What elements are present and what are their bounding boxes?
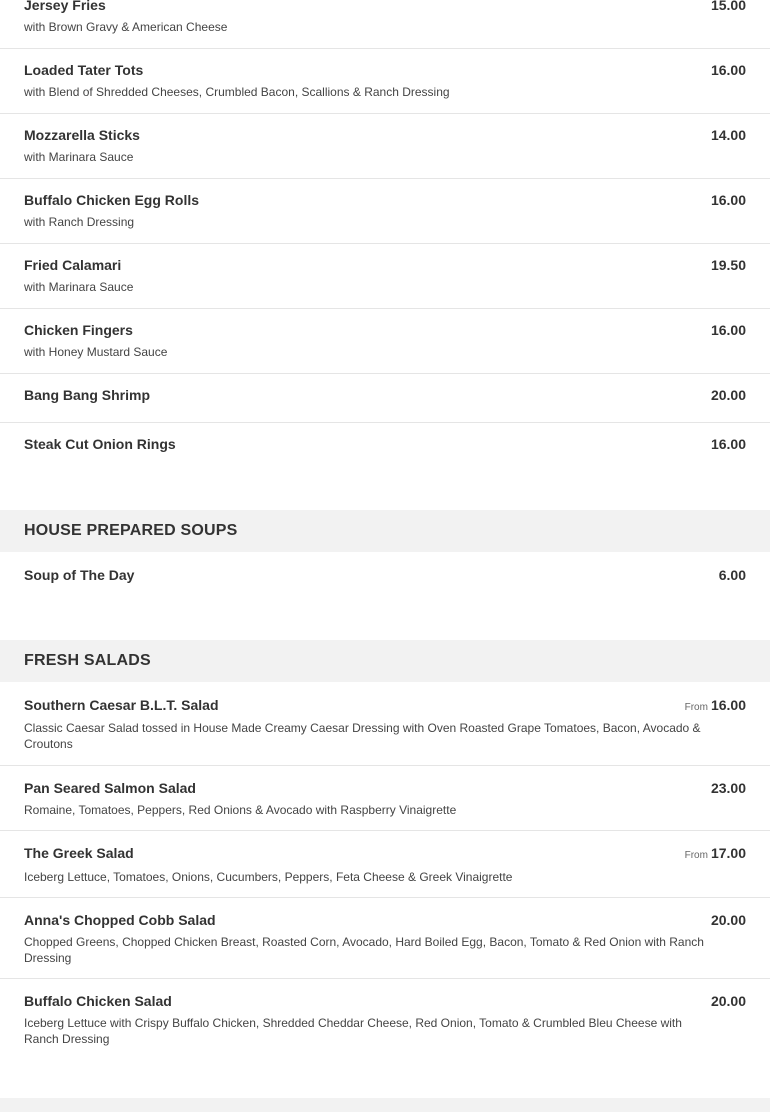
item-price: 15.00	[710, 0, 746, 13]
item-price: 16.00	[710, 697, 746, 713]
item-name: The Greek Salad	[24, 845, 134, 861]
item-name: Steak Cut Onion Rings	[24, 436, 176, 452]
item-price: 16.00	[710, 436, 746, 452]
menu-item-steak-cut-onion-rings[interactable]	[0, 423, 770, 472]
item-name: Buffalo Chicken Salad	[24, 993, 172, 1009]
item-name: Chicken Fingers	[24, 322, 133, 338]
menu-item-buffalo-chicken-egg-rolls[interactable]	[0, 179, 770, 244]
item-name: Mozzarella Sticks	[24, 127, 140, 143]
item-name: Loaded Tater Tots	[24, 62, 144, 78]
item-description: Classic Caesar Salad tossed in House Made Creamy Caesar Dressing with Oven Roasted Grape Tomatoes, Bacon, Avocado & Croutons	[24, 721, 701, 751]
item-price: 16.00	[710, 192, 746, 208]
item-price-group	[685, 845, 746, 861]
menu-item-pan-seared-salmon-salad[interactable]	[0, 766, 770, 831]
menu-item-annas-chopped-cobb-salad[interactable]	[0, 898, 770, 979]
item-name: Fried Calamari	[24, 257, 122, 273]
menu-item-the-greek-salad[interactable]	[0, 831, 770, 898]
item-description: with Marinara Sauce	[24, 150, 134, 164]
menu-item-buffalo-chicken-salad[interactable]	[0, 979, 770, 1060]
menu-item-soup-of-the-day[interactable]	[0, 552, 770, 601]
item-name: Buffalo Chicken Egg Rolls	[24, 192, 200, 208]
menu-item-fried-calamari[interactable]	[0, 244, 770, 309]
section-title: FRESH SALADS	[24, 652, 151, 669]
item-price-group	[685, 697, 746, 713]
item-name: Jersey Fries	[24, 0, 106, 13]
item-price: 23.00	[710, 780, 746, 796]
item-description: Chopped Greens, Chopped Chicken Breast, Roasted Corn, Avocado, Hard Boiled Egg, Bacon, Tomato & Red Onion with Ranch Dressing	[24, 935, 704, 965]
price-from-label: From	[684, 850, 708, 861]
section-header-next	[0, 1098, 770, 1112]
item-description: with Blend of Shredded Cheeses, Crumbled Bacon, Scallions & Ranch Dressing	[24, 85, 450, 99]
menu-item-jersey-fries[interactable]	[0, 0, 770, 49]
item-description: with Brown Gravy & American Cheese	[24, 20, 228, 34]
menu-item-mozzarella-sticks[interactable]	[0, 114, 770, 179]
item-name: Soup of The Day	[24, 567, 135, 583]
item-description: Iceberg Lettuce with Crispy Buffalo Chicken, Shredded Cheddar Cheese, Red Onion, Tomato & Crumbled Bleu Cheese with Ranch Dressing	[24, 1016, 682, 1046]
item-price: 20.00	[710, 912, 746, 928]
item-name: Pan Seared Salmon Salad	[24, 780, 196, 796]
item-price: 19.50	[710, 257, 746, 273]
item-name: Bang Bang Shrimp	[24, 387, 151, 403]
item-description: with Honey Mustard Sauce	[24, 345, 168, 359]
item-description: Iceberg Lettuce, Tomatoes, Onions, Cucumbers, Peppers, Feta Cheese & Greek Vinaigrette	[24, 870, 513, 884]
item-price: 20.00	[710, 387, 746, 403]
item-description: with Marinara Sauce	[24, 280, 134, 294]
section-header-salads	[0, 640, 770, 682]
price-from-label: From	[684, 702, 708, 713]
item-description: with Ranch Dressing	[24, 215, 135, 229]
menu-item-chicken-fingers[interactable]	[0, 309, 770, 374]
menu-item-bang-bang-shrimp[interactable]	[0, 374, 770, 423]
item-name: Southern Caesar B.L.T. Salad	[24, 697, 219, 713]
item-price: 6.00	[718, 567, 746, 583]
item-name: Anna's Chopped Cobb Salad	[24, 912, 216, 928]
section-title: HOUSE PREPARED SOUPS	[24, 522, 238, 539]
item-price: 16.00	[710, 62, 746, 78]
item-price: 17.00	[710, 845, 746, 861]
menu-item-loaded-tater-tots[interactable]	[0, 49, 770, 114]
menu-item-southern-caesar-blt-salad[interactable]	[0, 682, 770, 766]
item-description: Romaine, Tomatoes, Peppers, Red Onions & Avocado with Raspberry Vinaigrette	[24, 803, 457, 817]
item-price: 14.00	[710, 127, 746, 143]
section-header-soups	[0, 510, 770, 552]
item-price: 20.00	[710, 993, 746, 1009]
item-price: 16.00	[710, 322, 746, 338]
